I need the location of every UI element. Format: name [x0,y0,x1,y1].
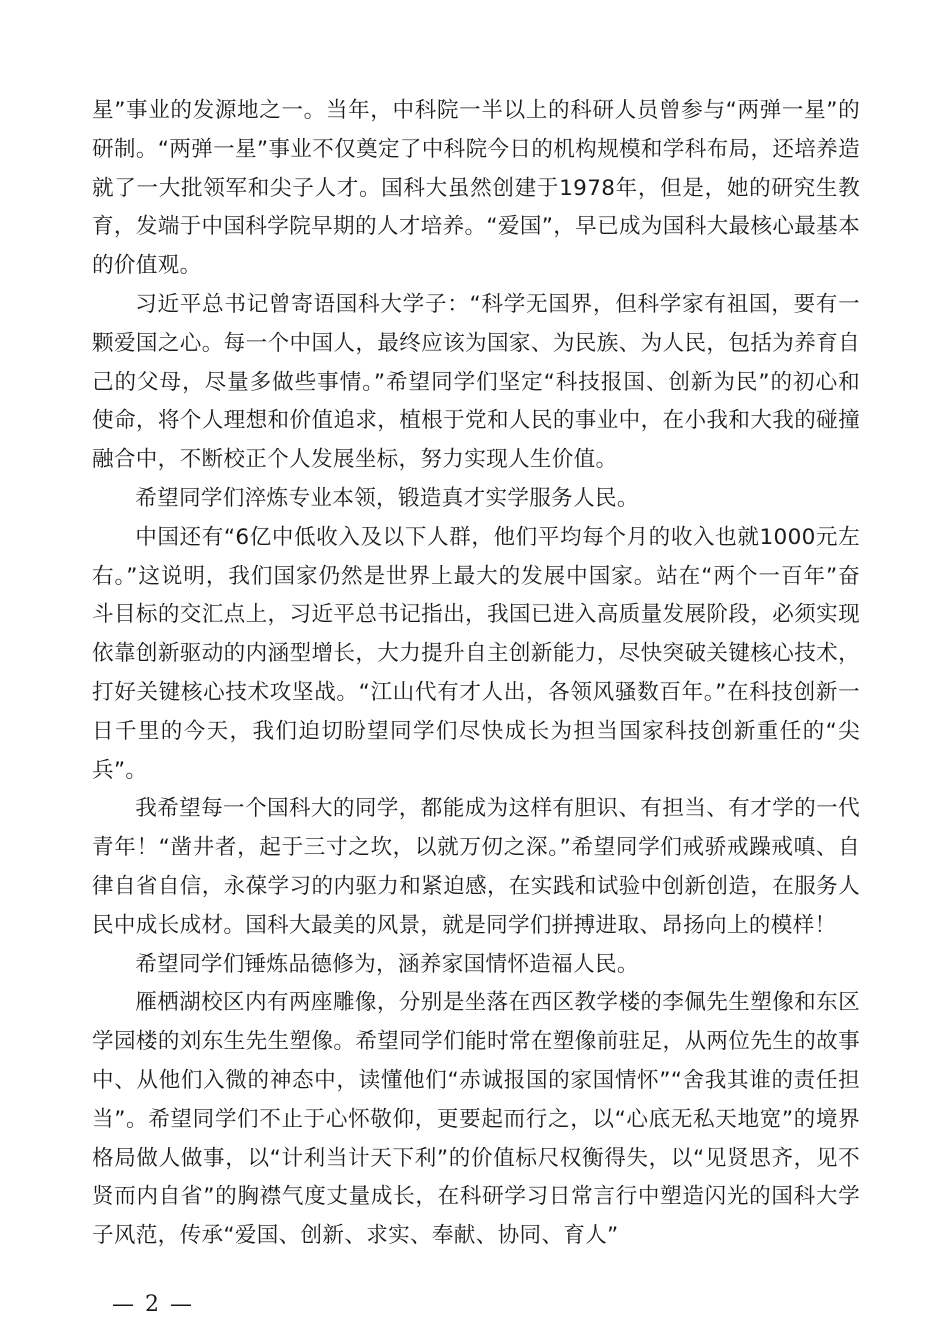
page-number: — 2 — [112,1292,194,1317]
paragraph-5: 我希望每一个国科大的同学，都能成为这样有胆识、有担当、有才学的一代青年！“凿井者，起于三寸之坎，以就万仞之深。”希望同学们戒骄戒躁戒嗔、自律自省自信，永葆学习的内驱力和紧迫感，在实践和试验中创新创造，在服务人民中成长成材。国科大最美的风景，就是同学们拼搏进取、昂扬向上的模样！ [92,796,860,938]
paragraph-7: 雁栖湖校区内有两座雕像，分别是坐落在西区教学楼的李佩先生塑像和东区学园楼的刘东生先生塑像。希望同学们能时常在塑像前驻足，从两位先生的故事中、从他们入微的神态中，读懂他们“赤诚报国的家国情怀”“舍我其谁的责任担当”。希望同学们不止于心怀敬仰，更要起而行之，以“心底无私天地宽”的境界格局做人做事，以“计利当计天下利”的价值标尺权衡得失，以“见贤思齐，见不贤而内自省”的胸襟气度丈量成长，在科研学习日常言行中塑造闪光的国科大学子风范，传承“爱国、创新、求实、奉献、协同、育人” [92,990,860,1249]
paragraph-6: 希望同学们锤炼品德修为，涵养家国情怀造福人民。 [135,951,639,977]
paragraph-3: 希望同学们淬炼专业本领，锻造真才实学服务人民。 [135,485,639,511]
paragraph-2: 习近平总书记曾寄语国科大学子：“科学无国界，但科学家有祖国，要有一颗爱国之心。每一个中国人，最终应该为国家、为民族、为人民，包括为养育自己的父母，尽量多做些事情。”希望同学们坚定“科技报国、创新为民”的初心和使命，将个人理想和价值追求，植根于党和人民的事业中，在小我和大我的碰撞融合中，不断校正个人发展坐标，努力实现人生价值。 [92,291,860,473]
paragraph-1: 星”事业的发源地之一。当年，中科院一半以上的科研人员曾参与“两弹一星”的研制。“两弹一星”事业不仅奠定了中科院今日的机构规模和学科布局，还培养造就了一大批领军和尖子人才。国科大虽然创建于1978年，但是，她的研究生教育，发端于中国科学院早期的人才培养。“爱国”，早已成为国科大最核心最基本的价值观。 [92,98,860,279]
paragraph-4: 中国还有“6亿中低收入及以下人群，他们平均每个月的收入也就1000元左右。”这说明，我们国家仍然是世界上最大的发展中国家。站在“两个一百年”奋斗目标的交汇点上，习近平总书记指出，我国已进入高质量发展阶段，必须实现依靠创新驱动的内涵型增长，大力提升自主创新能力，尽快突破关键核心技术，打好关键核心技术攻坚战。“江山代有才人出，各领风骚数百年。”在科技创新一日千里的今天，我们迫切盼望同学们尽快成长为担当国家科技创新重任的“尖兵”。 [92,524,860,783]
document-body [92,92,860,1256]
